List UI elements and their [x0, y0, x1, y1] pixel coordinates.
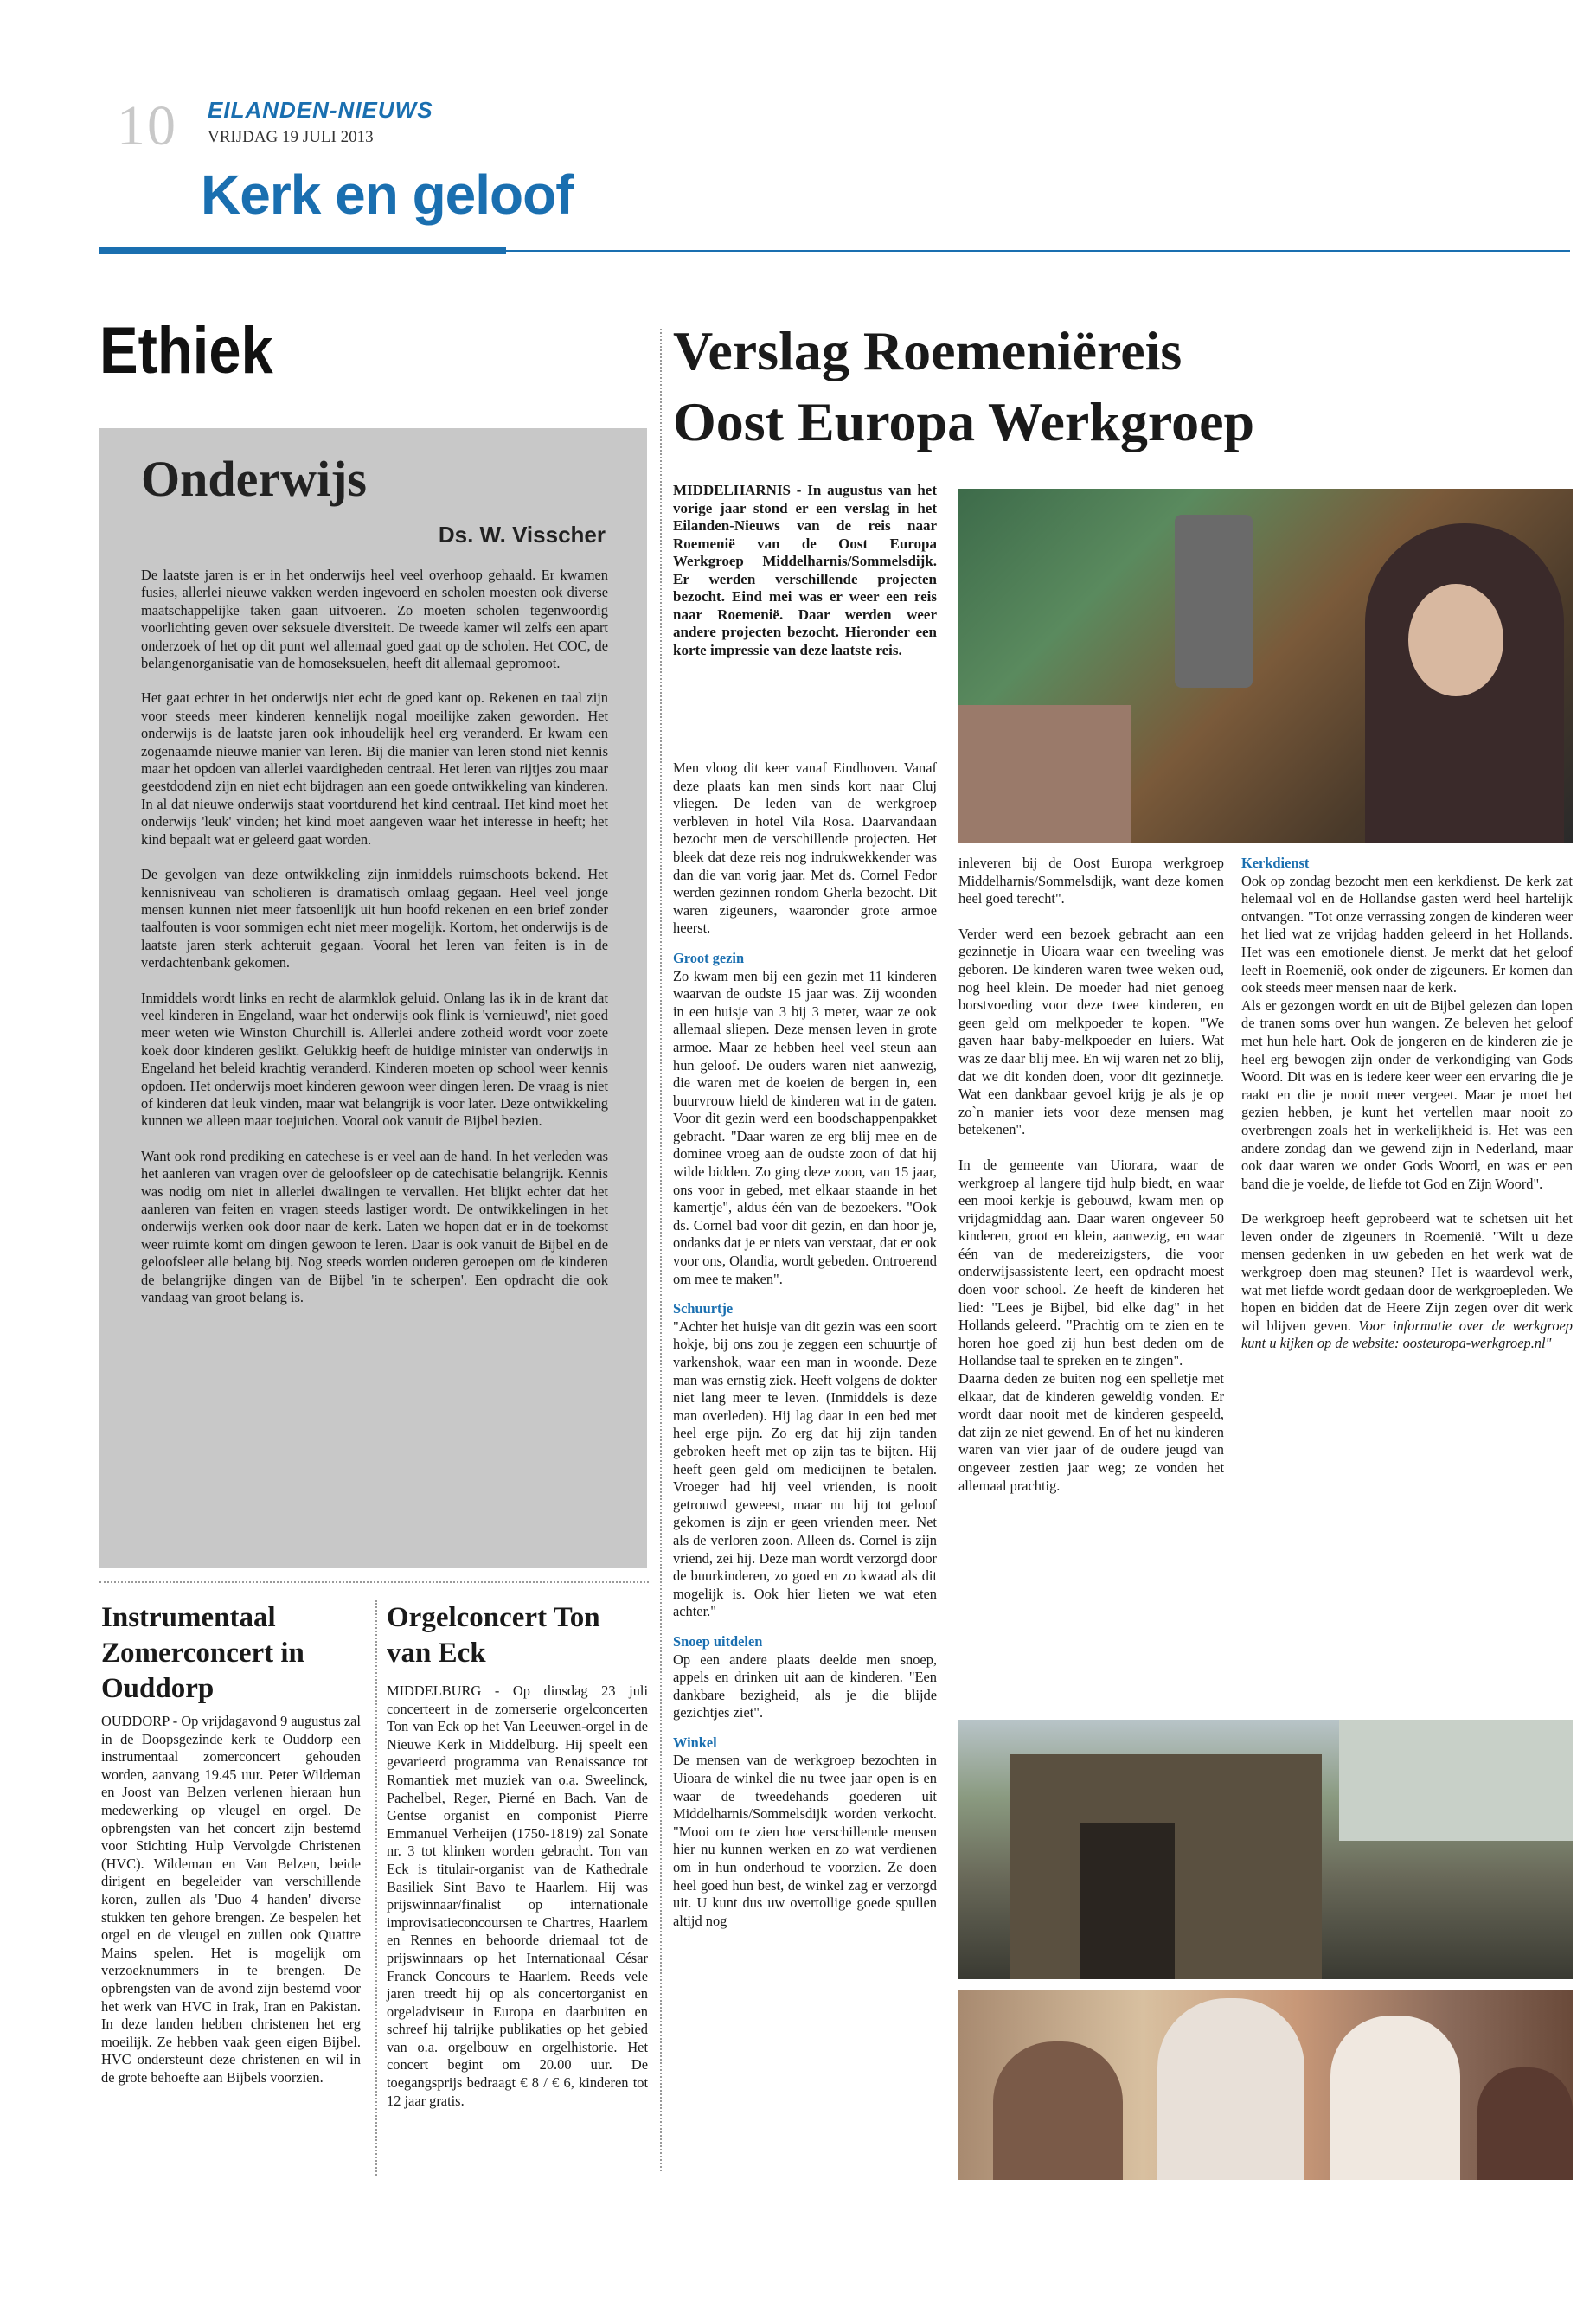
- column-separator: [375, 1600, 377, 2176]
- subheading: Winkel: [673, 1734, 717, 1751]
- subheading: Snoep uitdelen: [673, 1632, 763, 1650]
- section-title: Kerk en geloof: [201, 163, 574, 226]
- column-separator: [660, 329, 662, 2171]
- article-column-2: [958, 855, 1224, 1495]
- paragraph: De werkgroep heeft geprobeerd wat te schetsen uit het leven onder de zigeuners in Roemenië. "Wilt u deze mensen gedenken in uw gebeden en het werk wat de werkgroep doen mag steunen? Het is waardevol werk, wat met liefde wordt gedaan door de werkgroepleden. We hopen en bidden dat de Heere Zijn zegen over dit werk wil blijven geven. Voor informatie over de werkgroep kunt u kijken op de website: oosteuropa-werkgroep.nl": [1241, 1210, 1573, 1352]
- photo-detail: [1175, 515, 1253, 688]
- article-title-instrumentaal: Instrumentaal Zomerconcert in Ouddorp: [101, 1602, 304, 1704]
- title-line: Oost Europa Werkgroep: [673, 391, 1255, 452]
- paragraph: Verder werd een bezoek gebracht aan een gezinnetje in Uioara waar een tweeling was geboren. De kinderen waren twee weken oud, nog heel klein. De moeder had niet genoeg borstvoeding voor deze twee kinderen, en geen geld om melkpoeder te kopen. "We gaven haar baby-melkpoeder en luiers. Wat was ze daar blij mee. En wij waren net zo blij, dat we dit konden doen, voor dit gezinnetje. Wat een dankbaar gevoel krijg je als je op zo`n manier iets voor deze mensen mag betekenen".: [958, 925, 1224, 1138]
- section-rule-thin: [506, 250, 1570, 252]
- masthead-logo: EILANDEN-NIEUWS: [208, 97, 433, 123]
- paragraph: De gevolgen van deze ontwikkeling zijn inmiddels ruimschoots bekend. Het kennisniveau van scholieren is dramatisch omlaag gegaan. Heel veel jonge mensen kunnen niet meer fatsoenlijk uit hun hoofd rekenen en een brief zonder taalfouten is voor sommigen echt niet meer mogelijk. Kortom, het onderwijs is de laatste jaren sterk achteruit gegaan. Vooral het leren van feiten is in de verdachtenbank gekomen.: [141, 866, 608, 971]
- paragraph: Als er gezongen wordt en uit de Bijbel gelezen dan lopen de tranen soms over hun wangen. Ze beleven het geloof met hun hele hart. Ook de jongeren en de kinderen zie je heel erg bewogen zijn onder de verkondiging van Gods Woord. Dit was en is iedere keer weer een ervaring die je raakt en die je nooit meer vergeet. Maar je moet het gezien hebben, je kunt het vertellen maar nooit zo overbrengen zoals het in werkelijkheid is. Het was een andere zondag dan we gewend zijn in Nederland, maar ook daar waren we onder Gods Woord, en was er een band die je voelde, de liefde tot God en Zijn Woord".: [1241, 997, 1573, 1192]
- paragraph: Zo kwam men bij een gezin met 11 kinderen waarvan de oudste 15 jaar was. Zij woonden in een huisje van 3 bij 3 meter, waar ze ook allemaal sliepen. Deze mensen leven in grote armoe. Maar ze hebben heel veel steun aan hun geloof. De ouders waren niet aanwezig, die waren met de koeien de bergen in, een buurvrouw hield de kinderen wat in de gaten. Voor dit gezin werd een boodschappenpakket gebracht. "Daar waren ze erg blij mee en de dominee vroeg aan de oudste zoon of dat hij wilde bidden. Zo ging deze zoon, van 15 jaar, ons voor in gebed, met elkaar staande in het kamertje", aldus één van de bezoekers. "Ook ds. Cornel bad voor dit gezin, en dan hoor je, ondanks dat je er niets van verstaat, dat er ook voor ons, Olandia, wordt gebeden. Ontroerend om mee te maken".: [673, 967, 937, 1287]
- subheading: Groot gezin: [673, 949, 745, 966]
- photo-detail: [1339, 1720, 1573, 1841]
- paragraph: Ook op zondag bezocht men een kerkdienst. De kerk zat helemaal vol en de Hollandse gasten werd heel hartelijk ontvangen. "Tot onze verrassing zongen de kinderen weer het lied wat ze vrijdag hadden geleerd in het Hollands. Het was een emotionele dienst. Je merkt dat het geloof leeft in Roemenië, ook onder de zigeuners. Er komen dan ook steeds meer mensen naar de kerk.: [1241, 872, 1573, 997]
- photo-shed: [958, 1720, 1573, 1979]
- article-intro: MIDDELHARNIS - In augustus van het vorige jaar stond er een verslag in het Eilanden-Nieuws van de reis naar Roemenië van de Oost Europa Werkgroep Middelharnis/Sommelsdijk. Er werden verschillende projecten bezocht. Eind mei was er weer een reis naar Roemenië. Daar werden weer andere projecten bezocht. Hieronder een korte impressie van deze laatste reis.: [673, 482, 937, 658]
- photo-detail: [993, 2041, 1123, 2180]
- section-rule-thick: [99, 247, 506, 254]
- subheading: Kerkdienst: [1241, 855, 1310, 871]
- page-number: 10: [117, 94, 177, 157]
- paragraph: inleveren bij de Oost Europa werkgroep Middelharnis/Sommelsdijk, want deze komen heel goed terecht".: [958, 855, 1224, 907]
- row-separator: [99, 1581, 649, 1583]
- photo-detail: [958, 705, 1131, 843]
- issue-date: VRIJDAG 19 JULI 2013: [208, 128, 374, 146]
- article-title-orgelconcert: Orgelconcert Ton van Eck: [387, 1602, 600, 1669]
- paragraph: Op een andere plaats deelde men snoep, appels en drinken uit aan de kinderen. "Een dankbare bezigheid, als je die blijde gezichtjes ziet".: [673, 1650, 937, 1721]
- paragraph: Men vloog dit keer vanaf Eindhoven. Vanaf deze plaats kan men sinds kort naar Cluj vliegen. De leden van de werkgroep verbleven in hotel Vila Rosa. Daarvandaan bezocht men de verschillende projecten. Het bleek dat deze reis nog indrukwekkender was dan die van vorig jaar. Met ds. Cornel Fedor werden gezinnen rondom Gherla bezocht. Dit waren zigeuners, waaronder grote armoe heerst.: [673, 760, 937, 937]
- paragraph: In de gemeente van Uiorara, waar de werkgroep al langere tijd hulp biedt, en waar een mooi kerkje is gebouwd, kwam men op vrijdagmiddag aan. Daar waren ongeveer 50 kinderen, groot en klein, aanwezig, en waar één van de medereizigsters, die voor onderwijsassistente leert, een opdracht moest doen voor school. Ze heeft de kinderen het lied: "Lees je Bijbel, bid elke dag" in het Hollands geleerd. "Prachtig om te zien en te horen hoe goed zij hun best deden om de Hollandse taal te spreken en te zingen".: [958, 1156, 1224, 1369]
- paragraph: De mensen van de werkgroep bezochten in Uioara de winkel die nu twee jaar open is en waar de tweedehands goederen uit Middelharnis/Sommelsdijk worden verkocht. "Mooi om te zien hoe verschillende mensen hier nu kunnen werken en zo wat verdienen om in hun onderhoud te voorzien. Ze doen heel goed hun best, de winkel zag er verzorgd uit. U kunt dus uw overtollige goede spullen altijd nog: [673, 1752, 937, 1929]
- paragraph: "Achter het huisje van dit gezin was een soort hokje, bij ons zou je zeggen een schuurtje of varkenshok, waar een man in woonde. Deze man was ernstig ziek. Heeft volgens de dokter niet lang meer te leven. (Inmiddels is deze man overleden). Hij lag daar in een bed met heel erge pijn. Zo erg dat hij zijn tanden gebroken heeft met op zijn tas te bijten. Hij heeft geen geld om medicijnen te betalen. Vroeger had hij veel vrienden, is nooit getrouwd geweest, maar nu hij tot geloof gekomen is zijn er geen vrienden meer. Net als de verloren zoon. Alleen ds. Cornel is zijn vriend, zei hij. Deze man wordt verzorgd door de buurkinderen, zo goed en zo kwaad als dit mogelijk is. Ook hier lieten we wat eten achter.": [673, 1317, 937, 1620]
- photo-detail: [1477, 2067, 1573, 2180]
- article-title-verslag: [673, 316, 1254, 458]
- photo-detail: [1408, 584, 1503, 696]
- paragraph: Inmiddels wordt links en recht de alarmklok geluid. Onlang las ik in de krant dat veel kinderen in Engeland, waar het onderwijs ook flink is 'vernieuwd', niet goed meer weten wie Winston Churchill is. Allerlei andere zotheid wordt voor zoete koek door kinderen geslikt. Gelukkig heeft de huidige minister van onderwijs in Engeland het beleid krachtig veranderd. Kinderen moeten op school weer kennis opdoen. Het onderwijs moet kinderen gewoon weer dingen leren. De vraag is niet of kinderen dat leuk vinden, maar wat belangrijk is voor later. Deze ontwikkeling kunnen we alleen maar toejuichen. Vooral ook vanuit de Bijbel bezien.: [141, 989, 608, 1130]
- paragraph: Want ook rond prediking en catechese is er veel aan de hand. In het verleden was het aanleren van vragen over de geloofsleer op de catechisatie belangrijk. Kennis was nodig om niet in allerlei dwalingen te vervallen. Het blijkt echter dat het aanleren van feiten en vragen steeds lastiger wordt. De ontwikkelingen in het onderwijs werken ook door naar de kerk. Laten we hopen dat er in de toekomst weer ruimte komt om dingen gewoon te leren. Daar is ook vanuit de Bijbel en de geloofsleer alle belang bij. Nog steeds worden ouderen geroepen om de kinderen de belangrijke dingen van de Bijbel 'in te scherpen'. Een opdracht die ook vandaag van groot belang is.: [141, 1147, 608, 1306]
- article-column-3: [1241, 855, 1573, 1353]
- column-heading-ethiek: Ethiek: [99, 314, 273, 388]
- article-body-onderwijs: [141, 567, 608, 1324]
- article-body-orgelconcert: MIDDELBURG - Op dinsdag 23 juli concerteert in de zomerserie orgelconcerten Ton van Eck op het Van Leeuwen-orgel in de Nieuwe Kerk in Middelburg. Hij speelt een gevarieerd programma van Renaissance tot Romantiek met muziek van o.a. Sweelinck, Pachelbel, Reger, Pierné en Bach. Van de Gentse organist en componist Pierre Emmanuel Verheijen (1750-1819) zal Sonate nr. 3 tot klinken worden gebracht. Ton van Eck is titulair-organist van de Kathedrale Basiliek Sint Bavo te Haarlem. Hij was prijswinnaar/finalist op internationale improvisatieconcoursen te Chartres, Haarlem en Rennes en behoorde driemaal tot de prijswinnaars op het Internationaal César Franck Concours te Haarlem. Reeds vele jaren treedt hij op als concertorganist en orgeladviseur in Europa en daarbuiten en schreef hij talrijke publikaties op het gebied van o.a. orgelbouw en orgelhistorie. Het concert begint om 20.00 uur. De toegangsprijs bedraagt € 8 / € 6, kinderen tot 12 jaar gratis.: [387, 1682, 648, 2109]
- photo-detail: [1157, 1998, 1304, 2180]
- paragraph: Het gaat echter in het onderwijs niet echt de goed kant op. Rekenen en taal zijn voor steeds meer kinderen kennelijk nogal moeilijke zaken geworden. Het onderwijs is de laatste jaren ook inhoudelijk heel erg veranderd. Er kwam een zogenaamde nieuwe manier van leren. Bij die manier van leren stond niet kennis maar het opdoen van allerlei vaardigheden centraal. Het leren van rijtjes zou maar geestdodend zijn en niet echt bijdragen aan een goede ontwikkeling van kinderen. In al dat nieuwe onderwijs staat voortdurend het kind centraal. Het kind moet het onderwijs 'leuk' vinden; het kind moet aangeven waar het interesse in heeft; het kind bepaalt wat er geleerd gaat worden.: [141, 689, 608, 848]
- paragraph: Daarna deden ze buiten nog een spelletje met elkaar, dat de kinderen geweldig vonden. Er wordt daar nooit met de kinderen gespeeld, dat zijn ze niet gewend. En of het nu kinderen waren van vier jaar of de oudere jeugd van ongeveer zestien jaar weg; ze vonden het allemaal prachtig.: [958, 1370, 1224, 1494]
- photo-detail: [1080, 1823, 1175, 1979]
- photo-detail: [1330, 2016, 1460, 2180]
- photo-kitchen-woman: [958, 489, 1573, 843]
- article-body-instrumentaal: OUDDORP - Op vrijdagavond 9 augustus zal in de Doopsgezinde kerk te Ouddorp een instrumentaal zomerconcert gehouden worden, aanvang 19.45 uur. Peter Wildeman en Joost van Belzen verlenen hieraan hun medewerking op vleugel en orgel. De opbrengsten van het concert zijn bestemd voor Stichting Hulp Vervolgde Christenen (HVC). Wildeman en Van Belzen, beide dirigent en begeleider van verschillende koren, zullen als 'Duo 4 handen' diverse stukken ten gehore brengen. Ze bespelen het orgel en de vleugel en zullen ook Quattre Mains spelen. Het is mogelijk om verzoeknummers in te brengen. De opbrengsten van de avond zijn bestemd voor het werk van HVC in Irak, Iran en Pakistan. In deze landen hebben christenen het erg moeilijk. Ze hebben vaak geen eigen Bijbel. HVC ondersteunt deze christenen en wil in de grote behoefte aan Bijbels voorzien.: [101, 1713, 361, 2086]
- article-column-1: [673, 760, 937, 1930]
- article-title-onderwijs: Onderwijs: [141, 451, 367, 507]
- photo-church-congregation: [958, 1990, 1573, 2180]
- subheading: Schuurtje: [673, 1300, 734, 1317]
- paragraph: De laatste jaren is er in het onderwijs heel veel overhoop gehaald. Er kwamen fusies, allerlei nieuwe vakken werden ingevoerd en scholen moesten ook diverse maatschappelijke taken gaan uitvoeren. Zo moeten scholen tegenwoordig voorlichting geven over seksuele diversiteit. De tweede kamer wil zelfs een apart onderzoek of het op dit punt wel allemaal goed gaat op de scholen. Het COC, de belangenorganisatie van de homoseksuelen, heeft dit allemaal gepromoot.: [141, 567, 608, 672]
- article-byline: Ds. W. Visscher: [438, 522, 606, 548]
- title-line: Verslag Roemeniëreis: [673, 320, 1183, 381]
